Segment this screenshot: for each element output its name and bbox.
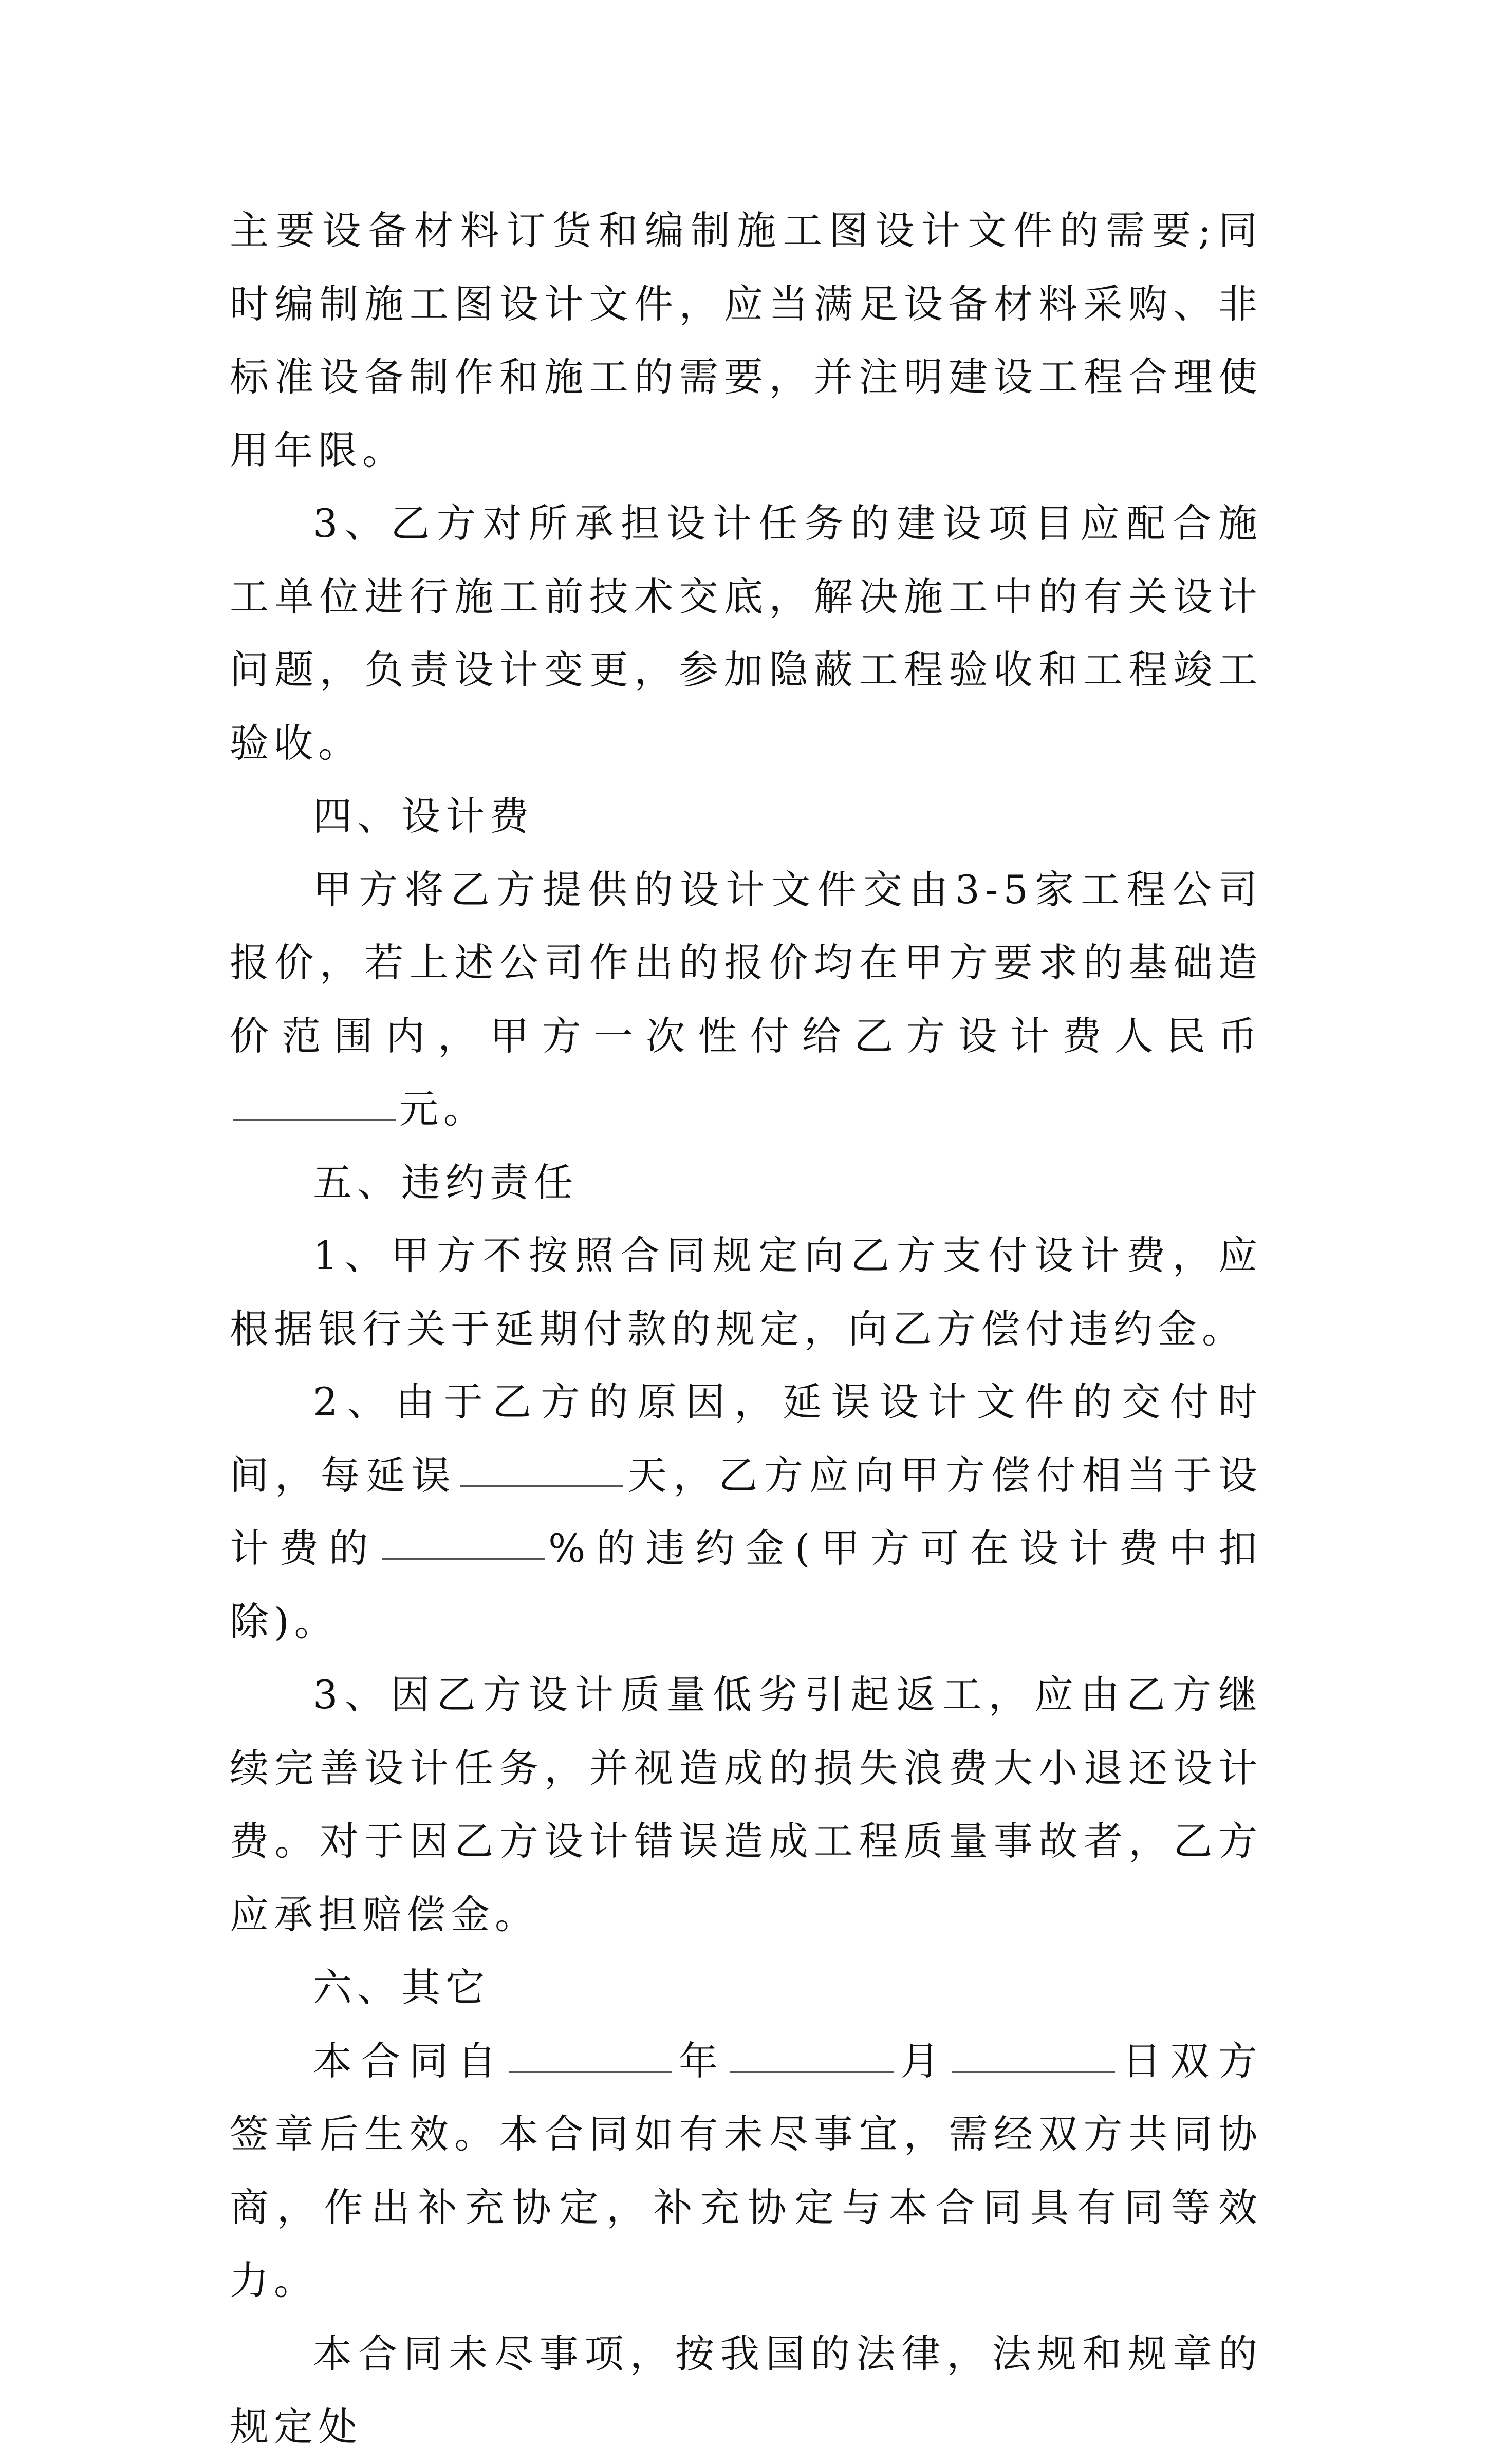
paragraph-clause-3-quality-rework: [230, 1658, 1262, 1951]
paragraph-design-requirements: [230, 194, 1262, 487]
section-heading: 六、其它: [313, 1965, 490, 2010]
paragraph-text: %的违约金(甲方可在设计费中扣除)。: [230, 1525, 1262, 1645]
paragraph-clause-2-delay-penalty: [230, 1366, 1262, 1658]
paragraph-text: 年: [675, 2038, 727, 2084]
fill-in-blank-year[interactable]: [509, 2070, 672, 2073]
paragraph-design-fee: [230, 853, 1262, 1146]
paragraph-text: 月: [896, 2038, 949, 2084]
section-heading-other: [230, 1951, 1262, 2025]
section-heading: 五、违约责任: [313, 1159, 578, 1205]
contract-body: [230, 194, 1262, 2464]
paragraph-text: 本合同未尽事项，按我国的法律，法规和规章的规定处: [230, 2330, 1262, 2450]
paragraph-text: 1、甲方不按照合同规定向乙方支付设计费，应根据银行关于延期付款的规定，向乙方偿付违约金。: [230, 1233, 1262, 1352]
fill-in-blank-month[interactable]: [730, 2070, 894, 2073]
paragraph-text: 2、由于乙方的原因，延误设计文件的交付时间，每延误: [230, 1379, 1262, 1498]
paragraph-clause-3-construction-support: [230, 487, 1262, 780]
fill-in-blank-fee-amount[interactable]: [233, 1118, 396, 1121]
section-heading-breach-liability: [230, 1146, 1262, 1220]
paragraph-text: 元。: [399, 1086, 488, 1132]
section-heading-design-fee: [230, 780, 1262, 853]
paragraph-clause-1-late-payment: [230, 1219, 1262, 1366]
paragraph-text: 天，乙方应向甲方偿付相当于设计费的: [230, 1452, 1263, 1571]
fill-in-blank-day[interactable]: [952, 2070, 1115, 2073]
fill-in-blank-penalty-percent[interactable]: [382, 1558, 545, 1560]
paragraph-text: 3、乙方对所承担设计任务的建设项目应配合施工单位进行施工前技术交底，解决施工中的有关设计问题，负责设计变更，参加隐蔽工程验收和工程竣工验收。: [230, 500, 1262, 766]
fill-in-blank-delay-days[interactable]: [460, 1485, 623, 1487]
paragraph-text: 甲方将乙方提供的设计文件交由3-5家工程公司报价，若上述公司作出的报价均在甲方要求的基础造价范围内，甲方一次性付给乙方设计费人民币: [230, 866, 1262, 1059]
section-heading: 四、设计费: [313, 793, 534, 839]
paragraph-governing-law: [230, 2318, 1262, 2464]
paragraph-text: 本合同自: [313, 2038, 506, 2084]
paragraph-text: 3、因乙方设计质量低劣引起返工，应由乙方继续完善设计任务，并视造成的损失浪费大小退还设计费。对于因乙方设计错误造成工程质量事故者，乙方应承担赔偿金。: [230, 1672, 1262, 1937]
paragraph-text: 主要设备材料订货和编制施工图设计文件的需要;同时编制施工图设计文件，应当满足设备材料采购、非标准设备制作和施工的需要，并注明建设工程合理使用年限。: [230, 208, 1262, 473]
paragraph-text: 日双方签章后生效。本合同如有未尽事宜，需经双方共同协商，作出补充协定，补充协定与本合同具有同等效力。: [230, 2038, 1263, 2303]
paragraph-effective-date: [230, 2025, 1262, 2318]
